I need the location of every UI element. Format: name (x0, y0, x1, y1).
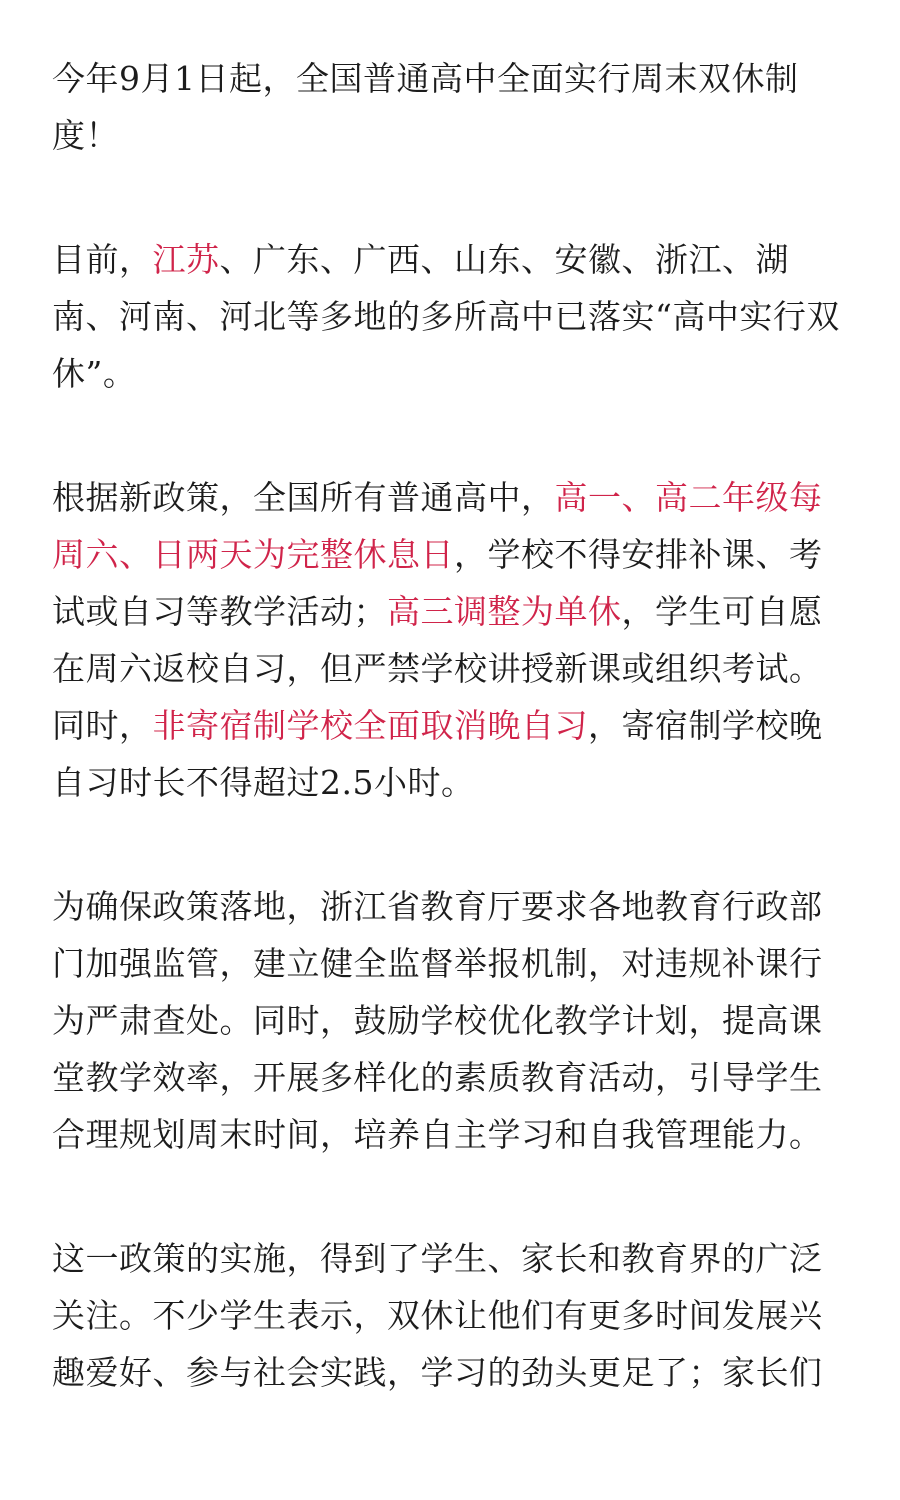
article-body (52, 50, 842, 1468)
text-segment: 今年9月1日起，全国普通高中全面实行周末双休制度！ (52, 59, 799, 155)
highlight-text-grade-1-2: 高一、高二年级每周六、日两天为完整休息日 (52, 478, 823, 574)
text-segment: 这一政策的实施，得到了学生、家长和教育界的广泛关注。不少学生表示，双休让他们有更多时间发展兴趣爱好、参与社会实践，学习的劲头更足了；家长们 (52, 1239, 823, 1392)
paragraph-policy (52, 469, 842, 811)
highlight-text-evening-study: 非寄宿制学校全面取消晚自习 (152, 706, 588, 745)
text-segment: 根据新政策，全国所有普通高中， (52, 478, 555, 517)
text-segment: ，学生可自愿在周六返校自习，但严禁学校讲授新课或组织考试。同时， (52, 592, 823, 745)
paragraph-reaction (52, 1230, 842, 1401)
paragraph-announcement (52, 50, 842, 164)
text-segment: 、广东、广西、山东、安徽、浙江、湖南、河南、河北等多地的多所高中已落实“高中实行双休”。 (52, 240, 840, 393)
text-segment: 为确保政策落地，浙江省教育厅要求各地教育行政部门加强监管，建立健全监督举报机制，对违规补课行为严肃查处。同时，鼓励学校优化教学计划，提高课堂教学效率，开展多样化的素质教育活动，引导学生合理规划周末时间，培养自主学习和自我管理能力。 (52, 887, 823, 1154)
highlight-text-grade-3: 高三调整为单休 (387, 592, 622, 631)
text-segment: 目前， (52, 240, 153, 279)
highlight-text-jiangsu: 江苏 (152, 240, 220, 279)
text-segment: ，学校不得安排补课、考试或自习等教学活动； (52, 535, 823, 631)
paragraph-regions (52, 231, 842, 402)
paragraph-supervision (52, 878, 842, 1163)
text-segment: ，寄宿制学校晚自习时长不得超过2.5小时。 (52, 706, 823, 802)
